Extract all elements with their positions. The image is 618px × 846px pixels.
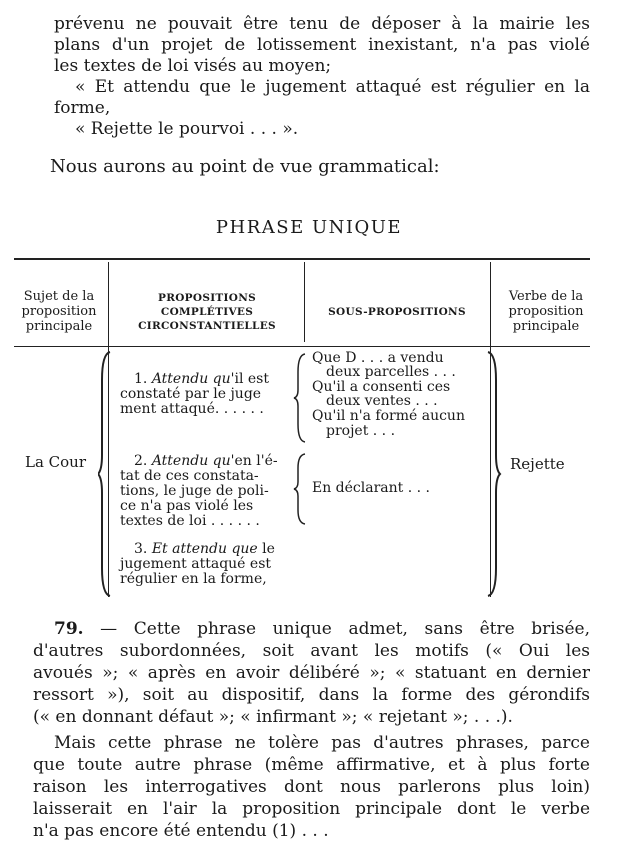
completive-1-line-2: constaté par le juge — [120, 386, 262, 402]
header-completive-line-3: CIRCONSTANTIELLES — [138, 320, 276, 332]
bottom-paragraph-line-4: ressort »), soit au dispositif, dans la forme des gérondifs — [33, 685, 590, 705]
sub-brace-2 — [293, 452, 307, 526]
table-top-rule — [14, 258, 590, 260]
sub-proposition-line-1: Que D . . . a vendu — [312, 350, 444, 366]
completive-2-line-4: ce n'a pas violé les — [120, 498, 254, 514]
section-title: PHRASE UNIQUE — [215, 217, 403, 238]
top-paragraph-line-2: plans d'un projet de lotissement inexistant, n'a pas violé — [54, 35, 590, 55]
header-completive-line-2: COMPLÉTIVES — [160, 306, 254, 318]
bottom-paragraph-line-1 — [54, 619, 590, 639]
completive-2-line-3: tions, le juge de poli- — [120, 483, 269, 499]
bottom-paragraph-line-2: d'autres subordonnées, soit avant les motifs (« Oui les — [33, 641, 590, 661]
bottom-paragraph2-line-3: raison les interrogatives dont nous parlerons plus loin) — [33, 777, 590, 797]
completive-2-number: 2. — [134, 453, 148, 469]
header-sub-propositions: SOUS-PROPOSITIONS — [328, 306, 466, 318]
completive-1-line-3: ment attaqué. . . . . . — [120, 401, 264, 417]
header-subject — [12, 289, 106, 334]
top-paragraph-line-1: prévenu ne pouvait être tenu de déposer à la mairie les — [54, 14, 590, 34]
bottom-paragraph-line-3: avoués »; « après en avoir délibéré »; « statuant en dernier — [33, 663, 590, 683]
intro-line: Nous aurons au point de vue grammatical: — [50, 156, 440, 177]
completive-2-keyword: Attendu qu — [151, 453, 231, 469]
header-subject-line-2: proposition — [21, 304, 97, 319]
subject-value: La Cour — [25, 453, 87, 471]
header-verb-line-3: principale — [512, 319, 580, 334]
completive-2-line-5: textes de loi . . . . . . — [120, 513, 260, 529]
header-verb-line-1: Verbe de la — [508, 289, 584, 304]
completive-3-keyword: Et attendu que — [151, 541, 258, 557]
top-paragraph-line-6: « Rejette le pourvoi . . . ». — [75, 119, 299, 139]
verb-value: Rejette — [510, 455, 565, 473]
bottom-paragraph-text-1: — Cette phrase unique admet, sans être brisée, — [83, 619, 590, 639]
column-separator-2 — [304, 262, 305, 342]
completive-3-text-1: le — [257, 541, 275, 557]
top-paragraph-line-3: les textes de loi visés au moyen; — [54, 56, 332, 76]
right-brace — [486, 350, 502, 598]
header-completives — [112, 291, 302, 333]
completive-1-text-1: 'il est — [230, 371, 269, 387]
completive-2-line-2: tat de ces constata- — [120, 468, 259, 484]
sub-proposition-line-6: projet . . . — [326, 423, 396, 439]
bottom-paragraph2-line-2: que toute autre phrase (même affirmative, et à plus forte — [33, 755, 590, 775]
sub-proposition-line-3: Qu'il a consenti ces — [312, 379, 451, 395]
bottom-paragraph2-line-5: n'a pas encore été entendu (1) . . . — [33, 821, 329, 841]
header-subject-line-3: principale — [25, 319, 93, 334]
header-subject-line-1: Sujet de la — [23, 289, 95, 304]
completive-3-line-2: jugement attaqué est — [120, 556, 272, 572]
completive-2-text-1: 'en l'é- — [230, 453, 278, 469]
sub-proposition-line-5: Qu'il n'a formé aucun — [312, 408, 465, 424]
completive-1-keyword: Attendu qu — [151, 371, 231, 387]
sub-proposition-line-4: deux ventes . . . — [326, 393, 438, 409]
left-brace — [98, 350, 114, 598]
table-header-rule — [14, 346, 590, 347]
paragraph-number: 79. — [54, 619, 84, 639]
sub-proposition-2: En déclarant . . . — [312, 480, 430, 496]
bottom-paragraph2-line-1: Mais cette phrase ne tolère pas d'autres phrases, parce — [54, 733, 590, 753]
bottom-paragraph2-line-4: laisserait en l'air la proposition principale dont le verbe — [33, 799, 590, 819]
bottom-paragraph-line-5: (« en donnant défaut »; « infirmant »; « rejetant »; . . .). — [33, 707, 513, 727]
completive-1-number: 1. — [134, 371, 148, 387]
completive-3-number: 3. — [134, 541, 148, 557]
top-paragraph-line-4: « Et attendu que le jugement attaqué est régulier en la — [75, 77, 590, 97]
completive-3-line-3: régulier en la forme, — [120, 571, 267, 587]
top-paragraph-line-5: forme, — [54, 98, 111, 118]
header-verb-line-2: proposition — [508, 304, 584, 319]
header-completive-line-1: PROPOSITIONS — [158, 292, 256, 304]
sub-brace-1 — [293, 352, 307, 444]
sub-proposition-line-2: deux parcelles . . . — [326, 364, 456, 380]
header-verb — [494, 289, 598, 334]
